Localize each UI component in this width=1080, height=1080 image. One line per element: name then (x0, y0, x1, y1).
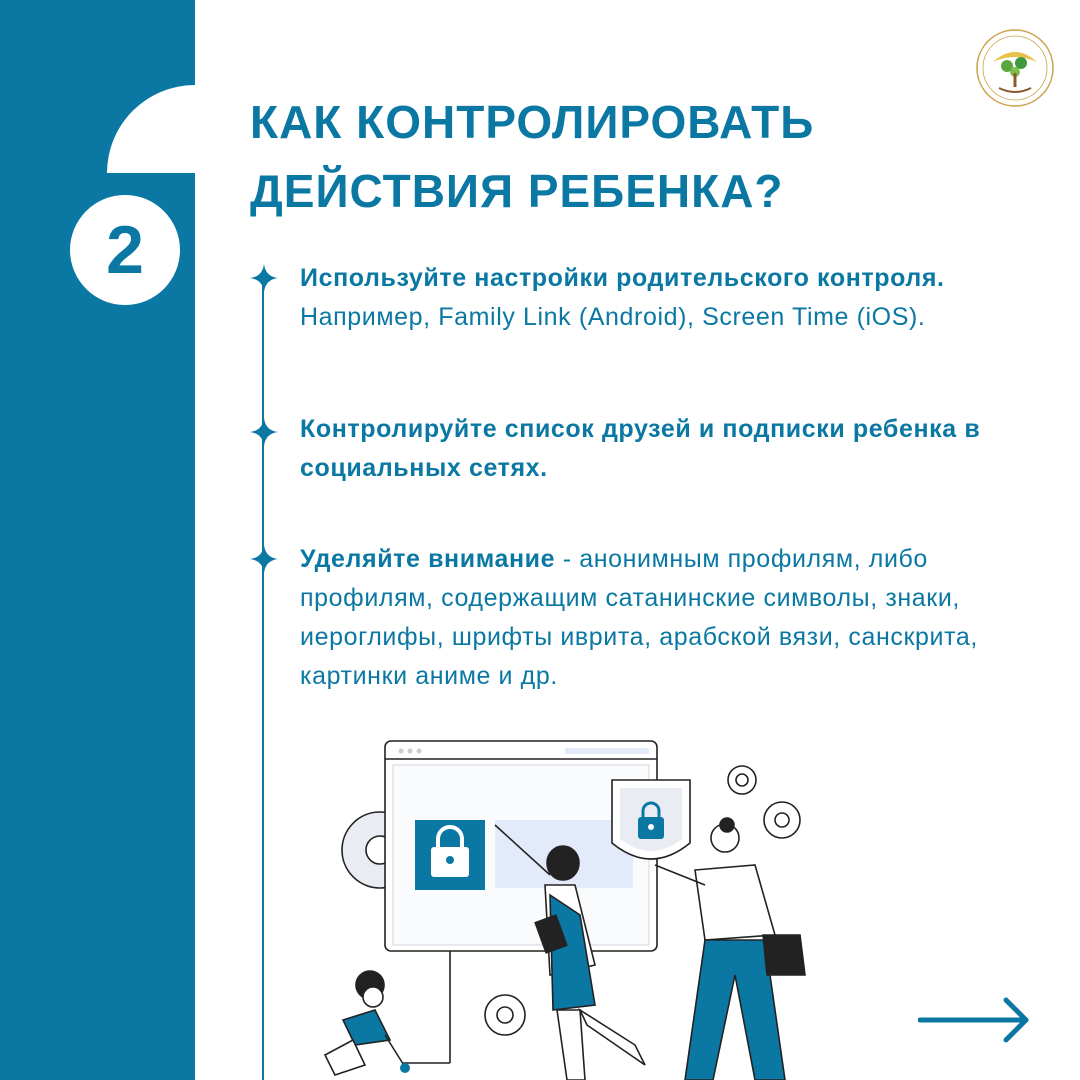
four-point-star-icon (250, 418, 278, 446)
tip-text: Например, Family Link (Android), Screen Time (iOS). (300, 303, 926, 331)
tree-emblem-icon (975, 28, 1055, 108)
lock-icon (415, 820, 485, 890)
gear-icon (485, 995, 525, 1035)
security-illustration (295, 735, 835, 1080)
timeline-line (262, 270, 264, 1080)
tip-bold-text: Используйте настройки родительского контроля. (300, 264, 945, 292)
title-line-2: ДЕЙСТВИЯ РЕБЕНКА? (250, 165, 784, 217)
shield-lock-icon (612, 780, 690, 859)
tip-parental-control (300, 259, 1040, 337)
gear-icon (764, 802, 800, 838)
man-figure (655, 818, 805, 1080)
child-figure (325, 971, 410, 1075)
four-point-star-icon (250, 264, 278, 292)
tip-profiles-attention (300, 540, 1040, 696)
step-number-badge: 2 (70, 195, 180, 305)
tip-text: - анонимным профилям, либо профилям, содержащим сатанинские символы, знаки, иероглифы, шрифты иврита, арабской вязи, санскрита, картинки аниме и др. (300, 545, 978, 690)
title-line-1: КАК КОНТРОЛИРОВАТЬ (250, 96, 815, 148)
four-point-star-icon (250, 545, 278, 573)
tip-bold-text: Контролируйте список друзей и подписки ребенка в социальных сетях. (300, 415, 981, 482)
page-title (250, 88, 1030, 226)
gear-icon (728, 766, 756, 794)
tip-bold-text: Уделяйте внимание (300, 545, 556, 573)
arrow-right-icon[interactable] (918, 995, 1033, 1045)
tip-friends-list (300, 410, 1040, 488)
